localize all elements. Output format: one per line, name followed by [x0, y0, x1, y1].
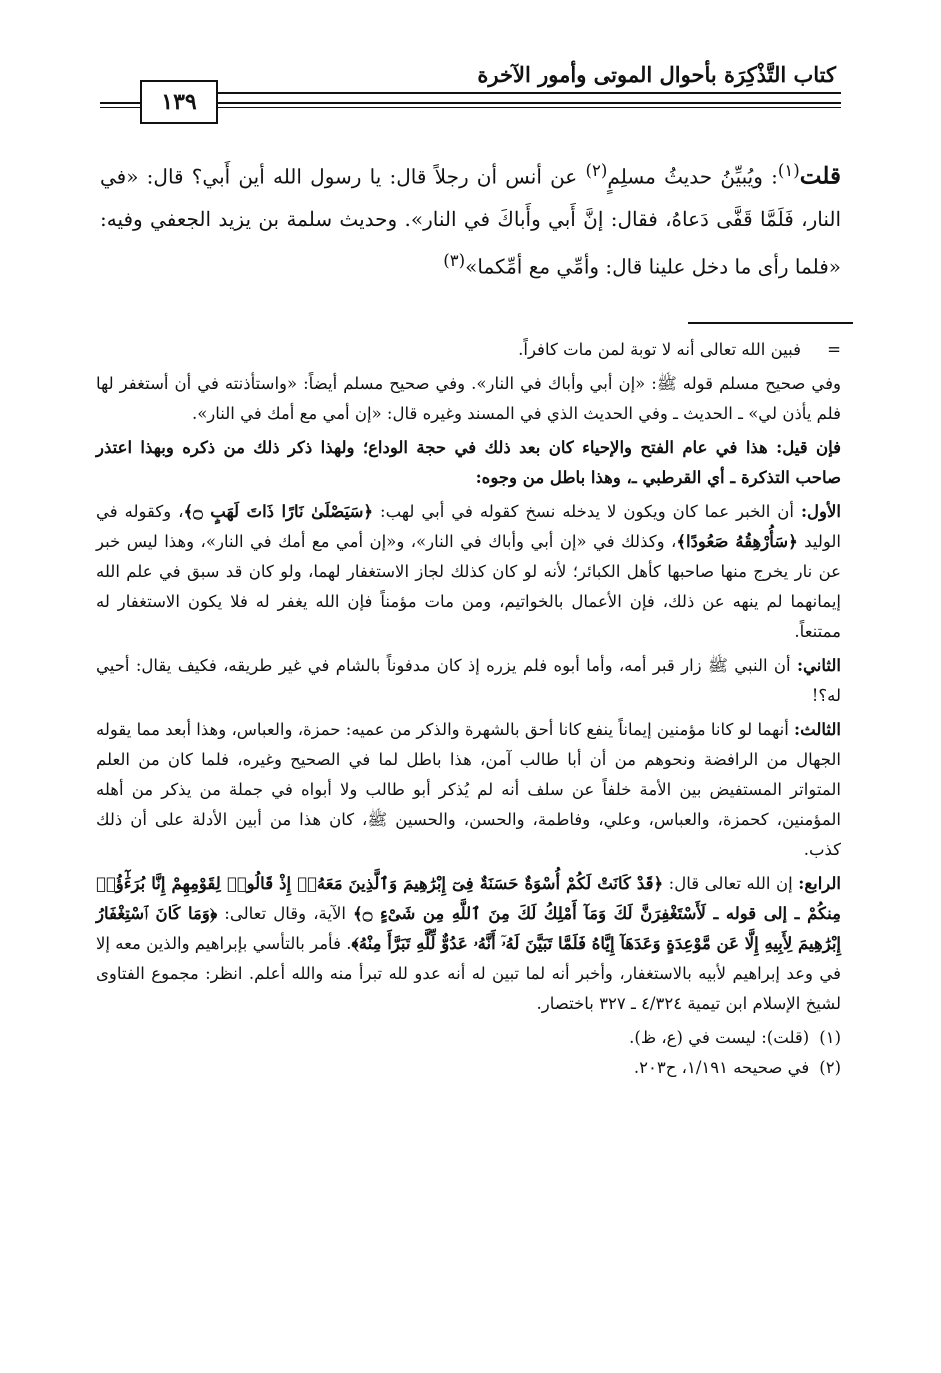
note-text: فبين الله تعالى أنه لا توبة لمن مات كافراً.	[518, 340, 801, 359]
main-text-1: : ويُبيِّنُ حديثُ مسلِمٍ	[607, 164, 778, 189]
note-text: إن الله تعالى قال:	[663, 874, 799, 893]
note-text: . فأمر بالتأسي بإبراهيم والذين معه إلا في وعد إبراهيم لأبيه بالاستغفار، وأخبر أنه لما تبين له أنه عدو لله تبرأ منه والله أعلم. انظر: مجموع الفتاوى لشيخ الإسلام ابن تيمية ٤/٣٢٤ ـ ٣٢٧ باختصار.	[96, 934, 841, 1013]
point-label: الرابع:	[798, 874, 842, 893]
point-label: الأول:	[800, 502, 841, 521]
footnotes	[96, 335, 841, 1083]
point-label: الثاني:	[796, 656, 841, 675]
note-objection: فإن قيل: هذا في عام الفتح والإحياء كان بعد ذلك في حجة الوداع؛ ولهذا ذكر ذلك من ذكره وبهذا اعتذر صاحب التذكرة ـ أي القرطبي ـ، وهذا باطل من وجوه:	[96, 438, 841, 487]
footnote-ref-1	[96, 1023, 841, 1053]
note-paragraph: وفي صحيح مسلم قوله ﷺ: «إن أبي وأباك في النار». وفي صحيح مسلم أيضاً: «واستأذنته في أن أستغفر لها فلم يأذن لي» ـ الحديث ـ وفي الحديث الذي في المسند وغيره قال: «إن أمي مع أمك في النار».	[96, 374, 841, 423]
quran-quote: ﴿سَيَصْلَىٰ نَارًا ذَاتَ لَهَبٍ ۝﴾	[183, 502, 374, 521]
continuation-mark: =	[827, 340, 841, 359]
footnote-text: في صحيحه ١/١٩١، ح٢٠٣.	[633, 1058, 810, 1077]
note-text: الآية، وقال تعالى:	[217, 904, 354, 923]
note-point-second	[96, 651, 841, 711]
header-rule	[218, 92, 841, 94]
note-text: ، وكقوله في الوليد	[96, 502, 841, 551]
note-point-fourth	[96, 869, 841, 1019]
footnote-continuation	[96, 335, 841, 365]
note-text: أن النبي ﷺ زار قبر أمه، وأما أبوه فلم يزره إذ كان مدفوناً بالشام في غير طريقه، فكيف يقال: أحيي له؟!	[96, 656, 841, 705]
footnote-ref-2	[96, 1053, 841, 1083]
footnote-mark-2: (٢)	[585, 161, 608, 180]
main-paragraph	[100, 150, 841, 287]
note-point-first	[96, 497, 841, 647]
main-text-2: عن أنس أن رجلاً قال: يا رسول الله أين أَبي؟ قال: «في النار، فَلَمَّا قَفَّى دَعاهُ، فقال: إنَّ أَبي وأَباكَ في النار». وحديث سلمة بن يزيد الجعفي وفيه: «فلما رأى ما دخل علينا قال: وأمِّي مع أمِّكما»	[100, 164, 842, 279]
running-head-title: كتاب التَّذْكِرَة بأحوال الموتى وأمور الآخرة	[477, 62, 836, 87]
page-number: ١٣٩	[140, 80, 218, 124]
note-text: أن الخبر عما كان ويكون لا يدخله نسخ كقوله في أبي لهب:	[373, 502, 801, 521]
footnote-text: (قلت): ليست في (ع، ظ).	[629, 1028, 810, 1047]
note-point-third	[96, 715, 841, 865]
footnote-number: (٢)	[819, 1058, 841, 1077]
main-text	[100, 150, 841, 287]
quran-quote: ﴿سَأُرْهِقُهُ صَعُودًا﴾	[676, 532, 798, 551]
note-text: ، وكذلك في «إن أبي وأباك في النار»، و«إن أمي مع أمك في النار»، وهذا ليس خبر عن نار يخرج منها صاحبها كأهل الكبائر؛ لأنه لو كان كذلك لجاز الاستغفار لهما، ولو كان قد سبق في علم الله إيمانهما لم ينهه عن ذلك، فإن الأعمال بالخواتيم، ومن مات مؤمناً فإن الله يغفر له فلا يكون الاستغفار له ممتنعاً.	[96, 532, 841, 641]
quran-quote: ﴿وَمَا كَانَ ٱسْتِغْفَارُ إِبْرَٰهِيمَ لِأَبِيهِ إِلَّا عَن مَّوْعِدَةٍ وَعَدَهَآ إِيَّاهُ فَلَمَّا تَبَيَّنَ لَهُۥٓ أَنَّهُۥ عَدُوٌّ لِّلَّهِ تَبَرَّأَ مِنْهُ﴾	[96, 904, 841, 953]
footnote-separator	[688, 322, 853, 324]
footnote-mark-3: (٣)	[443, 250, 466, 270]
footnote-references	[96, 1023, 841, 1083]
note-text: أنهما لو كانا مؤمنين إيماناً ينفع كانا أحق بالشهرة والذكر من عميه: حمزة، والعباس، وهذا أبعد مما يقوله الجهال من الرافضة ونحوهم من أن أبا طالب آمن، هذا باطل لما في الصحيح وغيره، فلما كان من العلم المتواتر المستفيض بين الأمة خلفاً عن سلف أنه لم يُذكر أبو طالب ولا أبواه في جملة من يذكر من أهله المؤمنين، كحمزة، والعباس، وعلي، وفاطمة، والحسن، والحسين ﷺ، كان هذا من أبين الأدلة على أن ذلك كذب.	[96, 720, 841, 859]
footnote-mark-1: (١)	[777, 161, 800, 180]
quran-quote: ﴿قَدْ كَانَتْ لَكُمْ أُسْوَةٌ حَسَنَةٌ فِىٓ إِبْرَٰهِيمَ وَٱلَّذِينَ مَعَهُۥٓ إِذْ قَالُوا۟ لِقَوْمِهِمْ إِنَّا بُرَءَٰٓؤُا۟ مِنكُمْ ـ إلى قوله ـ لَأَسْتَغْفِرَنَّ لَكَ وَمَآ أَمْلِكُ لَكَ مِنَ ٱللَّهِ مِن شَىْءٍ ۝﴾	[96, 874, 841, 923]
footnote-number: (١)	[819, 1028, 841, 1047]
lead-word: قلت	[799, 162, 841, 190]
point-label: الثالث:	[794, 720, 841, 739]
